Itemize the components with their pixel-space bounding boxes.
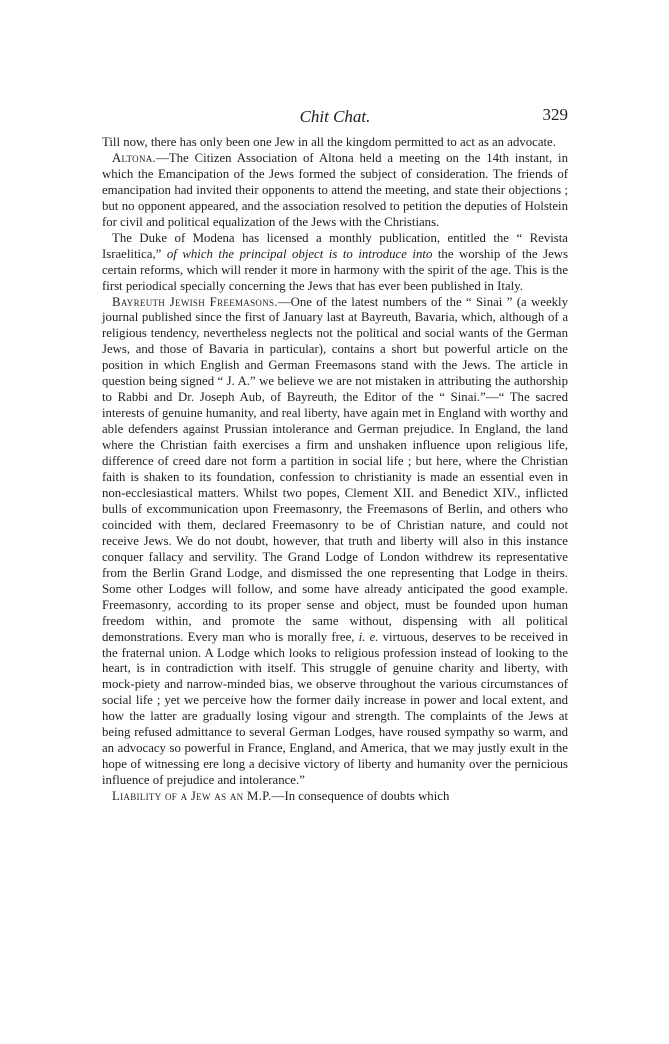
paragraph-text: Till now, there has only been one Jew in all the kingdom permitted to act as an advocate. [102,135,556,149]
paragraph-text: virtuous, deserves to be received in the fraternal union. A Lodge which looks to religious profession instead of looking to the heart, is in contradiction with itself. This struggle of genuine charity and liberty, with mock-piety and narrow-minded bias, we observe throughout the various circumstances of social life ; yet we perceive how the former daily increase in power and local extent, and how the latter are gradually losing vigour and strength. The complaints of the Jews at being refused admittance to several German Lodges, have roused sympathy so warm, and an advocacy so powerful in France, England, and America, that we may justly exult in the hope of witnessing ere long a decisive victory of liberty and humanity over the pernicious influence of prejudice and intolerance.” [102,629,568,788]
paragraph-text: the worship of the Jews certain reforms, which will render it more in harmony with the spirit of the age. This is the first periodical specially concerning the Jews that has ever been published in Italy. [102,246,568,293]
italic-text: of which the principal object is to introduce into [166,246,433,261]
paragraph-text: —In consequence of doubts which [271,789,450,804]
paragraph-advocate [102,135,568,151]
page-number: 329 [542,105,568,124]
paragraph-bayreuth [102,295,568,790]
body-text [102,135,568,805]
section-heading-liability: Liability of a Jew as an M.P. [112,789,272,804]
paragraph-text: The Duke of Modena has licensed a monthly publication, entitled the “ Revista Israelitica,” [102,230,568,261]
italic-abbreviation: i. e. [358,629,379,644]
running-head [102,105,568,135]
page [102,105,568,805]
running-title: Chit Chat. [299,107,371,126]
paragraph-modena [102,231,568,295]
paragraph-altona [102,151,568,231]
section-heading-bayreuth: Bayreuth Jewish Freemasons. [112,294,278,309]
paragraph-text: —The Citizen Association of Altona held a meeting on the 14th instant, in which the Emancipation of the Jews formed the subject of consideration. The friends of emancipation had invited their opponents to attend the meeting, and state their objections ; but no opponent appeared, and the association resolved to petition the deputies of Holstein for civil and political equalization of the Jews with the Christians. [102,150,568,229]
paragraph-text: —One of the latest numbers of the “ Sinai ” (a weekly journal published since the first of January last at Bayreuth, Bavaria, which, although of a religious tendency, nevertheless neglects not the political and social wants of the German Jews, and those of Bavaria in particular), contains a short but powerful article on the position in which English and German Freemasons stand with the Jews. The article in question being signed “ J. A.” we believe we are not mistaken in attributing the authorship to Rabbi and Dr. Joseph Aub, of Bayreuth, the Editor of the “ Sinai.”—“ The sacred interests of genuine humanity, and real liberty, have again met in England with worthy and able defenders against Prussian intolerance and German prejudice. In England, the land where the Christian faith exercises a firm and unshaken influence upon religious life, difference of creed dare not form a partition in social life ; but here, where the Christian faith is shaken to its foundation, confession to christianity is made an essential even in non-ecclesiastical matters. Whilst two popes, Clement XII. and Benedict XIV., inflicted bulls of excommunication upon Freemasonry, the Freemasons of Berlin, and others who coincided with them, declared Freemasonry to be of Christian nature, and could not receive Jews. We do not doubt, however, that truth and liberty will also in this instance conquer fallacy and servility. The Grand Lodge of London withdrew its representative from the Berlin Grand Lodge, and dismissed the one representing that Lodge in theirs. Some other Lodges will follow, and some have already anticipated the good example. Freemasonry, according to its proper sense and object, must be founded upon human freedom within, and promote the same without, dispensing with all political demonstrations. Every man who is morally free, [102,294,568,644]
paragraph-liability [102,789,568,805]
section-heading-altona: Altona. [112,150,157,165]
